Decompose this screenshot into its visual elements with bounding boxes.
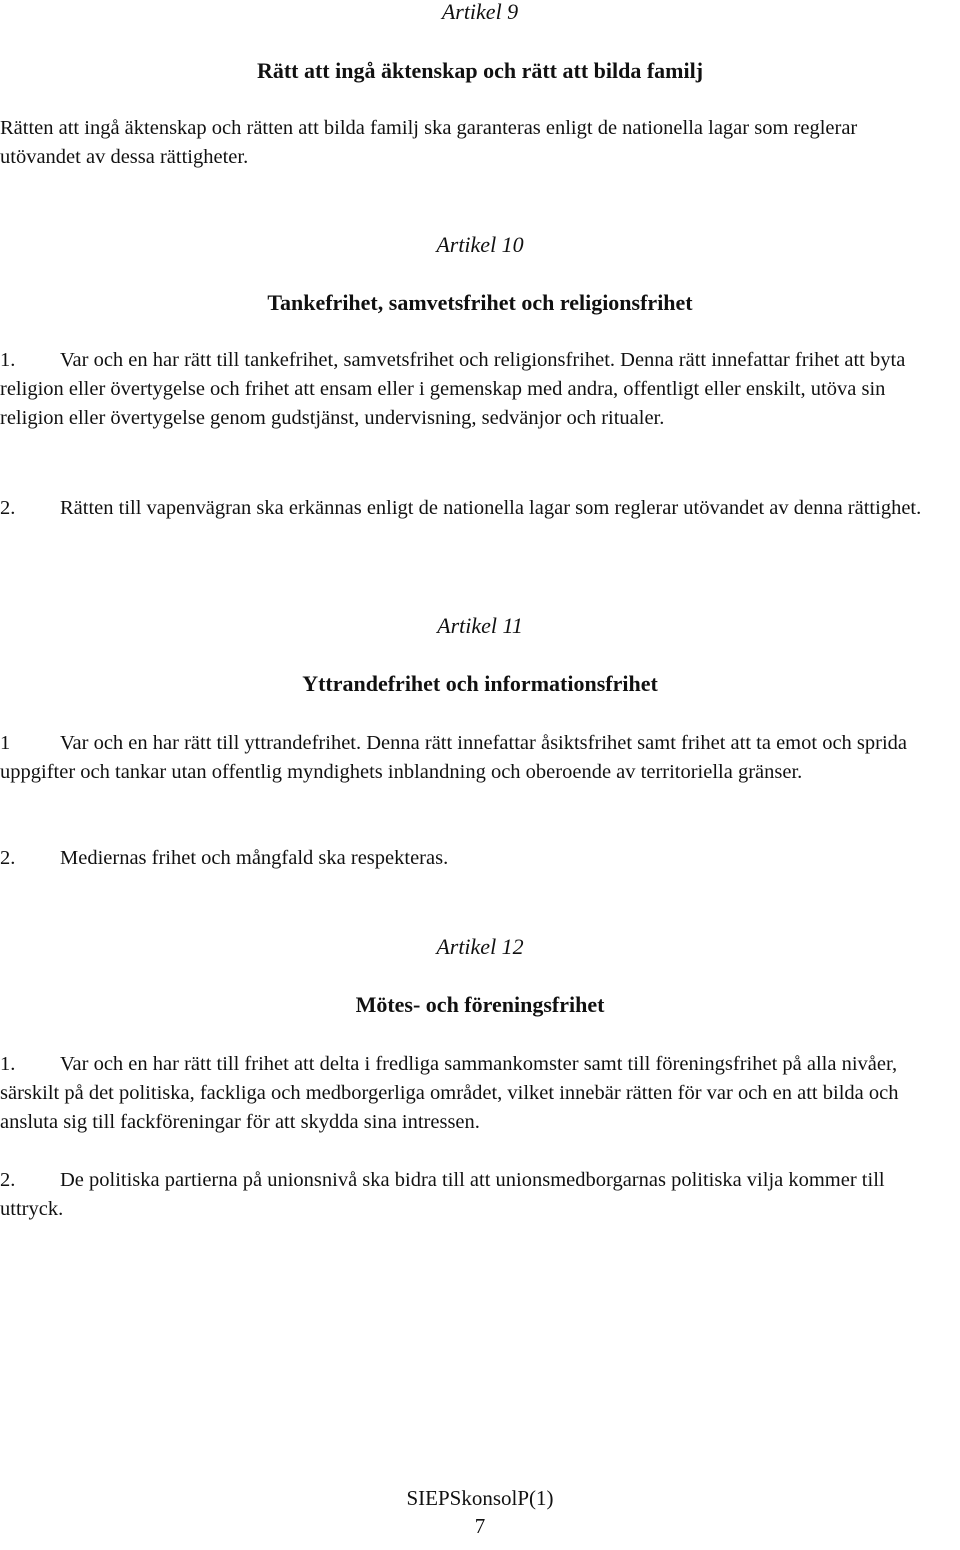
article-12-paragraph-1 bbox=[0, 1050, 932, 1137]
paragraph-number: 1. bbox=[0, 349, 16, 371]
article-10-title: Tankefrihet, samvetsfrihet och religionsfrihet bbox=[267, 290, 693, 315]
footer-page-number: 7 bbox=[474, 1514, 486, 1538]
article-11-heading: Artikel 11 bbox=[437, 613, 523, 638]
article-11-title: Yttrandefrihet och informationsfrihet bbox=[302, 671, 658, 696]
paragraph-number: 2. bbox=[0, 1169, 16, 1191]
article-10-paragraph-2 bbox=[0, 494, 932, 523]
article-9-title: Rätt att ingå äktenskap och rätt att bilda familj bbox=[256, 58, 704, 83]
article-9-heading: Artikel 9 bbox=[441, 0, 519, 24]
paragraph-number: 1. bbox=[0, 1053, 16, 1075]
paragraph-text: Var och en har rätt till tankefrihet, samvetsfrihet och religionsfrihet. Denna rätt innefattar frihet att byta religion eller övertygelse och frihet att ensam eller i gemenskap med andra, offentligt eller enskilt, utöva sin religion eller övertygelse genom gudstjänst, undervisning, sedvänjor och ritualer. bbox=[0, 349, 906, 429]
article-12-paragraph-2 bbox=[0, 1166, 932, 1224]
paragraph-text: Rätten till vapenvägran ska erkännas enligt de nationella lagar som reglerar utövandet av denna rättighet. bbox=[60, 497, 922, 519]
paragraph-text: Var och en har rätt till frihet att delta i fredliga sammankomster samt till föreningsfrihet på alla nivåer, särskilt på det politiska, fackliga och medborgerliga området, vilket innebär rätten för var och en att bilda och ansluta sig till fackföreningar för att skydda sina intressen. bbox=[0, 1053, 899, 1133]
paragraph-number: 2. bbox=[0, 497, 16, 519]
article-9-text: Rätten att ingå äktenskap och rätten att bilda familj ska garanteras enligt de nationella lagar som reglerar utövandet av dessa rättigheter. bbox=[0, 117, 858, 168]
footer-doc-id: SIEPSkonsolP(1) bbox=[406, 1486, 554, 1510]
paragraph-text: Var och en har rätt till yttrandefrihet. Denna rätt innefattar åsiktsfrihet samt frihet att ta emot och sprida uppgifter och tankar utan offentlig myndighets inblandning och oberoende av territoriella gränser. bbox=[0, 732, 908, 783]
paragraph-text: De politiska partierna på unionsnivå ska bidra till att unionsmedborgarnas politiska vilja kommer till uttryck. bbox=[0, 1169, 885, 1220]
paragraph-number: 2. bbox=[0, 847, 16, 869]
article-11-paragraph-2 bbox=[0, 844, 932, 873]
article-12-title: Mötes- och föreningsfrihet bbox=[355, 992, 605, 1017]
paragraph-text: Mediernas frihet och mångfald ska respekteras. bbox=[60, 847, 449, 869]
article-10-paragraph-1 bbox=[0, 346, 932, 433]
article-12-heading: Artikel 12 bbox=[436, 934, 524, 959]
article-10-heading: Artikel 10 bbox=[436, 232, 524, 257]
paragraph-number: 1 bbox=[0, 732, 11, 754]
article-11-paragraph-1 bbox=[0, 729, 932, 787]
